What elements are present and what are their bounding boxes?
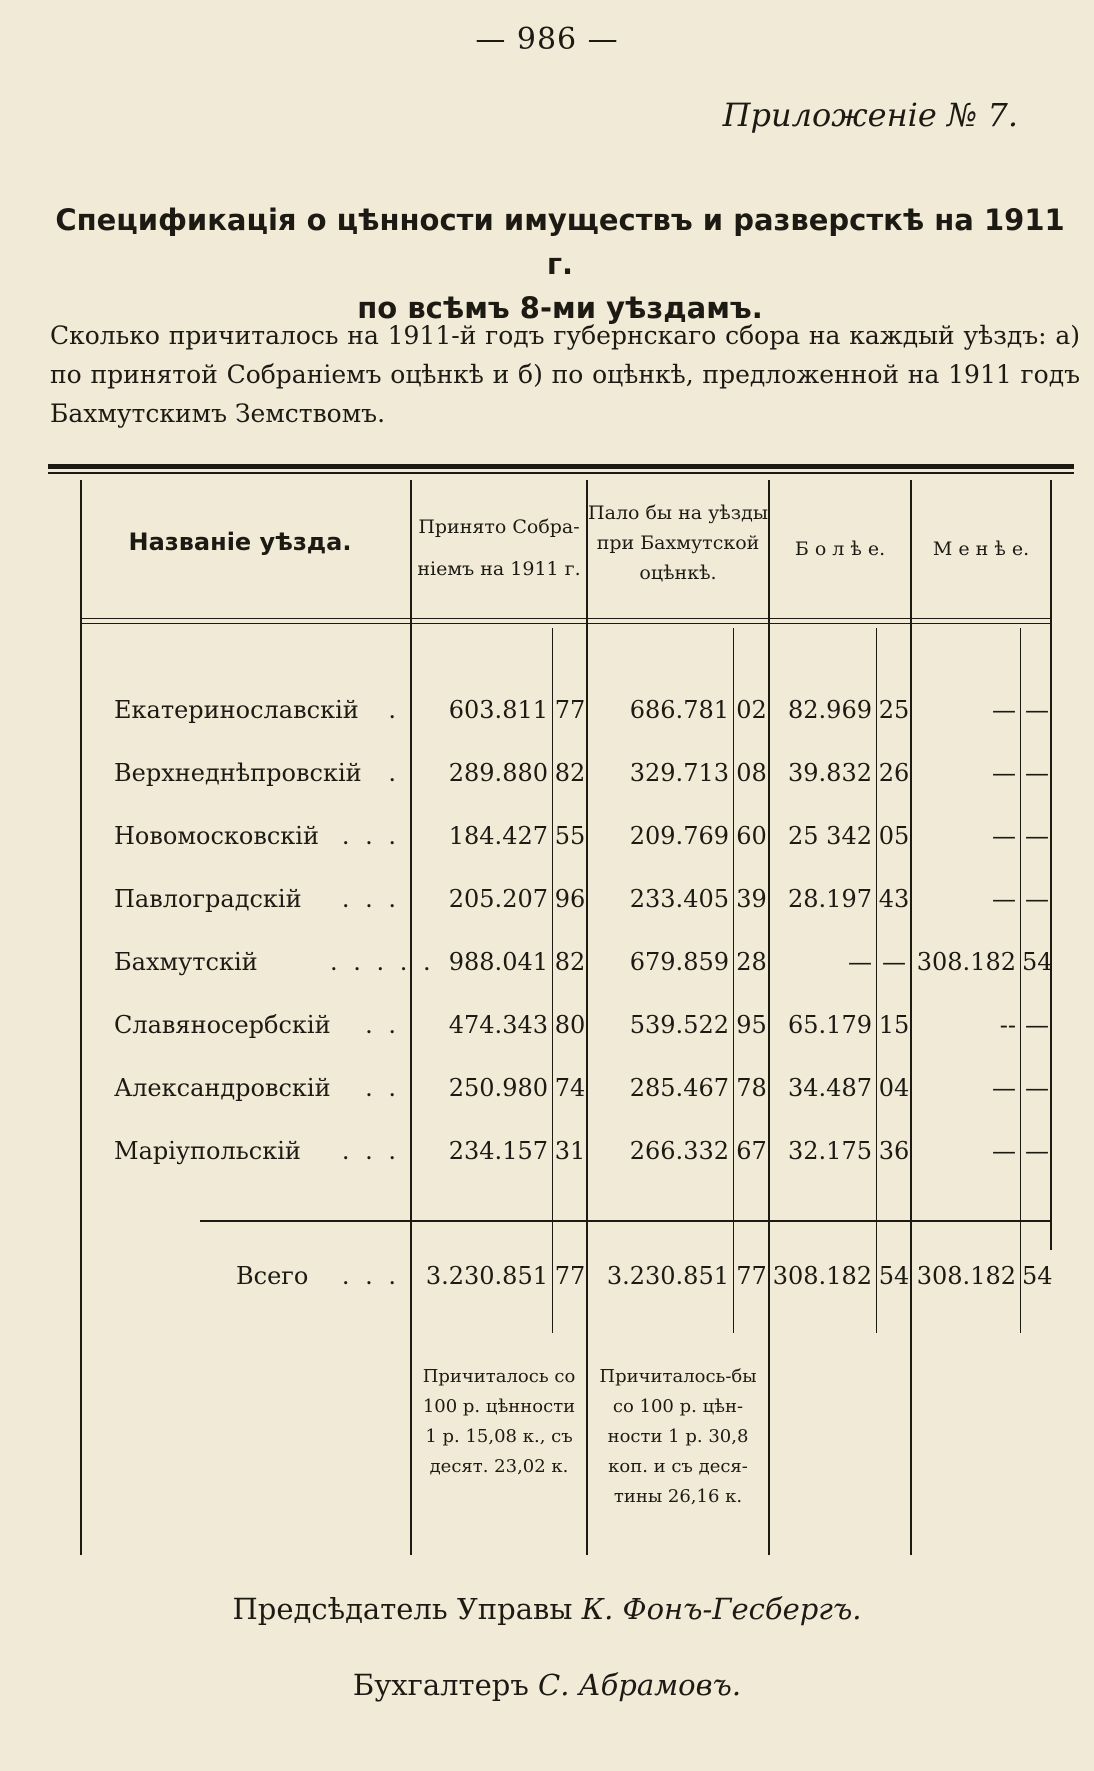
county-name: Новомосковскій	[114, 822, 319, 850]
header-name: Названіе уѣзда.	[128, 528, 352, 556]
title-line-2: по всѣмъ 8-ми уѣздамъ.	[357, 291, 763, 325]
more-rub: 28.197	[788, 885, 872, 913]
accepted-rub: 184.427	[448, 822, 548, 850]
county-name: Бахмутскій	[114, 948, 258, 976]
more-rub: 32.175	[788, 1137, 872, 1165]
more-rub: 39.832	[788, 759, 872, 787]
total-label: Всего	[236, 1262, 309, 1290]
less-kop: —	[1025, 822, 1049, 850]
more-rub: 34.487	[788, 1074, 872, 1102]
header-more: Б о л ѣ е.	[794, 538, 886, 560]
total-bakhmut-kop: 77	[736, 1262, 767, 1290]
total-separator	[200, 1220, 1050, 1222]
table-row	[0, 1068, 1094, 1108]
more-kop: —	[882, 948, 906, 976]
accepted-kop: 80	[554, 1011, 586, 1039]
county-dots: .	[388, 696, 400, 724]
county-dots: . . .	[341, 885, 400, 913]
bakhmut-kop: 28	[736, 948, 767, 976]
bakhmut-rub: 329.713	[629, 759, 729, 787]
header-bakhmut: Пало бы на уѣзды при Бахмутской оцѣнкѣ.	[588, 502, 768, 584]
less-rub: —	[992, 1137, 1016, 1165]
county-name: Павлоградскій	[114, 885, 302, 913]
intro-paragraph: Сколько причиталось на 1911-й годъ губернскаго сбора на каждый уѣздъ: а) по принятой Собраніемъ оцѣнкѣ и б) по оцѣнкѣ, предложенной на 1911 годъ Бахмутскимъ Земствомъ.	[50, 321, 1080, 428]
total-more-rub: 308.182	[772, 1262, 872, 1290]
accountant-name: С. Абрамовъ.	[538, 1668, 742, 1702]
document-title	[40, 198, 1080, 330]
more-kop: 05	[878, 822, 910, 850]
table-top-rule	[48, 464, 1074, 469]
less-rub: —	[992, 759, 1016, 787]
less-kop: —	[1025, 1074, 1049, 1102]
more-kop: 43	[878, 885, 910, 913]
more-kop: 04	[878, 1074, 910, 1102]
bakhmut-kop: 08	[736, 759, 767, 787]
bakhmut-rub: 285.467	[629, 1074, 729, 1102]
accepted-rub: 988.041	[448, 948, 548, 976]
accepted-kop: 74	[554, 1074, 586, 1102]
table-row	[0, 753, 1094, 793]
less-kop: 54	[1022, 948, 1053, 976]
table-top-rule-thin	[48, 472, 1074, 474]
table-row	[0, 1005, 1094, 1045]
bakhmut-kop: 39	[736, 885, 767, 913]
accepted-kop: 77	[554, 696, 586, 724]
more-kop: 25	[878, 696, 910, 724]
header-less: М е н ѣ е.	[932, 538, 1030, 560]
county-dots: . . .	[341, 822, 400, 850]
accountant-title: Бухгалтеръ	[352, 1668, 529, 1702]
accepted-rub: 234.157	[448, 1137, 548, 1165]
table-row	[0, 942, 1094, 982]
county-dots: . .	[365, 1011, 400, 1039]
county-dots: . . . . .	[330, 948, 435, 976]
county-name: Маріупольскій	[114, 1137, 301, 1165]
bakhmut-rub: 266.332	[629, 1137, 729, 1165]
more-rub: 82.969	[788, 696, 872, 724]
accepted-rub: 474.343	[448, 1011, 548, 1039]
bakhmut-rub: 233.405	[629, 885, 729, 913]
accepted-kop: 82	[554, 948, 586, 976]
accountant-signature	[0, 1668, 1094, 1702]
table-row	[0, 879, 1094, 919]
total-accepted-rub: 3.230.851	[425, 1262, 548, 1290]
accepted-rub: 603.811	[448, 696, 548, 724]
more-rub: 65.179	[788, 1011, 872, 1039]
table-row	[0, 690, 1094, 730]
total-less-kop: 54	[1022, 1262, 1053, 1290]
more-rub: —	[848, 948, 872, 976]
county-name: Верхнеднѣпровскій	[114, 759, 362, 787]
header-divider	[80, 618, 1050, 619]
page-number: — 986 —	[475, 22, 619, 57]
less-kop: —	[1025, 1011, 1049, 1039]
less-rub: —	[992, 822, 1016, 850]
bakhmut-rub: 679.859	[629, 948, 729, 976]
note-bakhmut: Причиталось-бы со 100 р. цѣн- ности 1 р. 30,8 коп. и съ деся- тины 26,16 к.	[599, 1366, 757, 1507]
less-rub: —	[992, 696, 1016, 724]
accepted-kop: 31	[554, 1137, 586, 1165]
less-kop: —	[1025, 696, 1049, 724]
less-rub: --	[999, 1011, 1016, 1039]
appendix-label: Приложеніе № 7.	[722, 96, 1018, 134]
less-rub: 308.182	[916, 948, 1016, 976]
county-dots: .	[388, 759, 400, 787]
chair-title: Предсѣдатель Управы	[232, 1592, 573, 1626]
accepted-rub: 289.880	[448, 759, 548, 787]
header-divider-2	[80, 623, 1050, 624]
total-accepted-kop: 77	[554, 1262, 586, 1290]
accepted-kop: 82	[554, 759, 586, 787]
less-rub: —	[992, 1074, 1016, 1102]
less-kop: —	[1025, 759, 1049, 787]
county-name: Александровскій	[114, 1074, 331, 1102]
county-name: Екатеринославскій	[114, 696, 359, 724]
county-dots: . . .	[341, 1137, 400, 1165]
total-more-kop: 54	[878, 1262, 910, 1290]
table-row	[0, 816, 1094, 856]
less-kop: —	[1025, 885, 1049, 913]
more-kop: 26	[878, 759, 910, 787]
less-rub: —	[992, 885, 1016, 913]
county-name: Славяносербскій	[114, 1011, 331, 1039]
accepted-kop: 96	[554, 885, 586, 913]
accepted-rub: 205.207	[448, 885, 548, 913]
bakhmut-kop: 67	[736, 1137, 767, 1165]
bakhmut-kop: 60	[736, 822, 767, 850]
table-row	[0, 1131, 1094, 1171]
county-dots: . .	[365, 1074, 400, 1102]
accepted-kop: 55	[554, 822, 586, 850]
total-less-rub: 308.182	[916, 1262, 1016, 1290]
bakhmut-rub: 209.769	[629, 822, 729, 850]
less-kop: —	[1025, 1137, 1049, 1165]
total-dots: . . .	[341, 1262, 400, 1290]
note-accepted: Причиталось со 100 р. цѣнности 1 р. 15,08 к., съ десят. 23,02 к.	[422, 1366, 576, 1477]
total-row	[0, 1256, 1094, 1296]
total-bakhmut-rub: 3.230.851	[606, 1262, 729, 1290]
chair-name: К. Фонъ-Гесбергъ.	[581, 1592, 862, 1626]
bakhmut-kop: 95	[736, 1011, 767, 1039]
bakhmut-kop: 78	[736, 1074, 767, 1102]
title-line-1: Спецификація о цѣнности имуществъ и разверсткѣ на 1911 г.	[55, 203, 1065, 281]
bakhmut-rub: 686.781	[629, 696, 729, 724]
bakhmut-rub: 539.522	[629, 1011, 729, 1039]
accepted-rub: 250.980	[448, 1074, 548, 1102]
chair-signature	[0, 1592, 1094, 1626]
header-accepted: Принято Собра- ніемъ на 1911 г.	[417, 516, 581, 580]
more-kop: 15	[878, 1011, 910, 1039]
bakhmut-kop: 02	[736, 696, 767, 724]
more-kop: 36	[878, 1137, 910, 1165]
more-rub: 25 342	[788, 822, 872, 850]
